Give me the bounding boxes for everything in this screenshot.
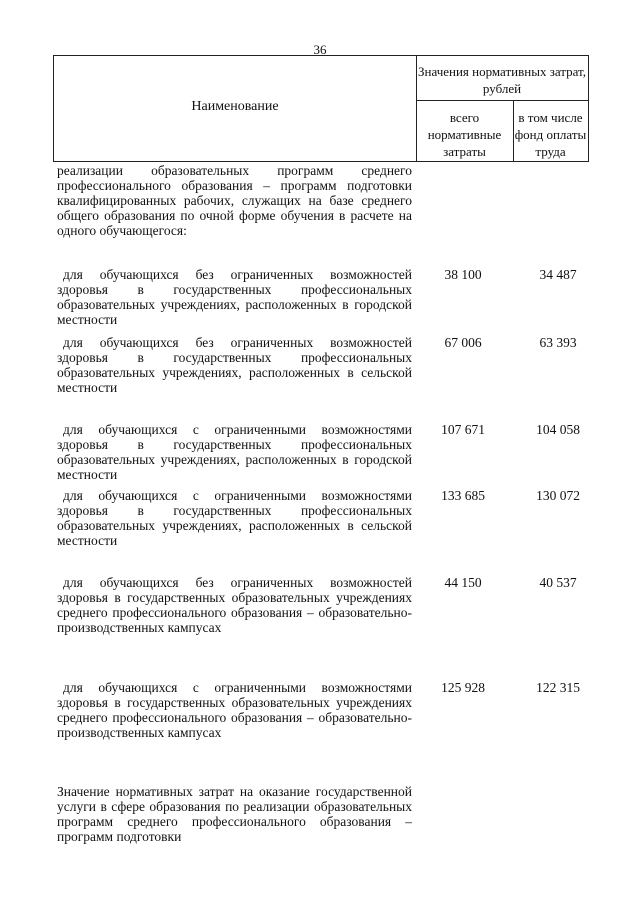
table-header: [53, 55, 589, 162]
page-number: 36: [313, 42, 327, 57]
row-payroll: 104 058: [536, 422, 580, 437]
row-text: для обучающихся без ограниченных возможностей здоровья в государственных профессиональных образовательных учреждениях, расположенных в сельской местности: [57, 335, 412, 395]
total-column-header: всего нормативные затраты: [427, 110, 502, 159]
values-group-header: Значения нормативных затрат, рублей: [417, 64, 587, 96]
row-total: 67 006: [444, 335, 482, 350]
row-text: для обучающихся без ограниченных возможностей здоровья в государственных профессиональных образовательных учреждениях, расположенных в городской местности: [57, 267, 412, 327]
row-total: 125 928: [441, 680, 485, 695]
row-text: для обучающихся с ограниченными возможностями здоровья в государственных профессиональных образовательных учреждениях, расположенных в сельской местности: [57, 488, 412, 548]
row-text: для обучающихся с ограниченными возможностями здоровья в государственных профессиональных образовательных учреждениях, расположенных в городской местности: [57, 422, 412, 482]
row-total: 38 100: [444, 267, 482, 282]
row-total: 107 671: [441, 422, 485, 437]
row-payroll: 34 487: [539, 267, 577, 282]
row-payroll: 122 315: [536, 680, 580, 695]
intro-text: реализации образовательных программ среднего профессионального образования – программ подготовки квалифицированных рабочих, служащих на базе среднего общего образования по очной форме обучения в расчете на одного обучающегося:: [57, 163, 412, 238]
row-text: для обучающихся без ограниченных возможностей здоровья в государственных образовательных учреждениях среднего профессионального образования – образовательно-производственных кампусах: [57, 575, 412, 635]
row-payroll: 63 393: [539, 335, 577, 350]
row-total: 133 685: [441, 488, 485, 503]
footer-text: Значение нормативных затрат на оказание государственной услуги в сфере образования по реализации образовательных программ среднего профессионального образования – программ подготовки: [57, 784, 412, 844]
row-payroll: 130 072: [536, 488, 580, 503]
row-total: 44 150: [444, 575, 482, 590]
row-payroll: 40 537: [539, 575, 577, 590]
row-text: для обучающихся с ограниченными возможностями здоровья в государственных образовательных учреждениях среднего профессионального образования – образовательно-производственных кампусах: [57, 680, 412, 740]
name-column-header: Наименование: [191, 99, 279, 114]
payroll-column-header: в том числе фонд оплаты труда: [514, 110, 587, 159]
